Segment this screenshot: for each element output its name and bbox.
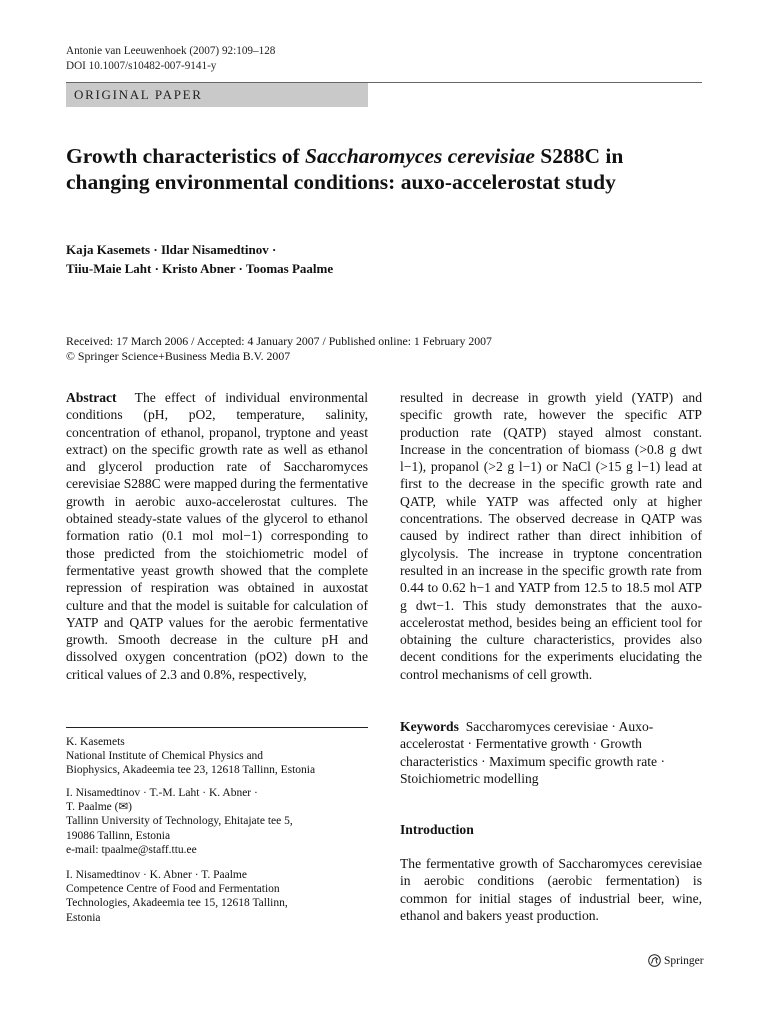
publisher-name: Springer — [664, 954, 704, 967]
email-link[interactable]: e-mail: tpaalme@staff.ttu.ee — [66, 843, 197, 856]
keywords-section — [400, 718, 702, 787]
keywords-text: Saccharomyces cerevisiae · Auxo-accelerostat · Fermentative growth · Growth characteristics · Maximum specific growth rate · Stoichiometric modelling — [400, 719, 665, 786]
affiliation-line: T. Paalme (✉) — [66, 801, 132, 814]
article-type-badge: ORIGINAL PAPER — [66, 83, 368, 107]
abstract-text-right: resulted in decrease in growth yield (YATP) and specific growth rate, however the specific ATP production rate (QATP) stayed almost constant. Increase in the concentration of biomass (>0.8 g dwt l−1), propanol (>2 g l−1) or NaCl (>15 g l−1) lead at first to the decrease in the specific growth rate and QATP, while YATP was affected only at higher concentrations. The observed decrease in QATP was caused by indirect rather than direct inhibition of glycolysis. The increase in tryptone concentration resulted in an increase in the specific growth rate from 0.44 to 0.62 h−1 and YATP from 12.5 to 18.5 mol ATP g dwt−1. This study demonstrates that the auxo-accelerostat method, besides being an efficient tool for obtaining the culture characteristics, provides also decent conditions for the experiments elucidating the control mechanisms of cell growth. — [400, 390, 702, 682]
journal-line: Antonie van Leeuwenhoek (2007) 92:109–128 — [66, 45, 276, 57]
affiliation-block-3 — [66, 868, 368, 925]
abstract-right-column — [400, 389, 702, 683]
publication-history — [66, 334, 492, 364]
footnote-separator — [66, 727, 368, 728]
springer-horse-icon — [648, 954, 661, 967]
article-title — [66, 143, 686, 195]
journal-citation — [66, 44, 275, 73]
affiliation-line: Competence Centre of Food and Fermentation — [66, 883, 280, 896]
introduction-text: The fermentative growth of Saccharomyces cerevisiae in aerobic conditions (aerobic fermentation) is common for initial stages of industrial beer, wine, ethanol and bakers yeast production. — [400, 856, 702, 923]
authors-line-2: Tiiu-Maie Laht · Kristo Abner · Toomas Paalme — [66, 261, 334, 276]
affiliation-line: I. Nisamedtinov · K. Abner · T. Paalme — [66, 869, 247, 881]
affiliation-line: Biophysics, Akadeemia tee 23, 12618 Tallinn, Estonia — [66, 764, 316, 777]
publisher-footer — [648, 954, 704, 967]
affiliation-line: National Institute of Chemical Physics and — [66, 750, 264, 763]
introduction-heading: Introduction — [400, 822, 474, 837]
affiliation-line: K. Kasemets — [66, 736, 125, 748]
affiliation-line: Technologies, Akadeemia tee 15, 12618 Tallinn, — [66, 897, 288, 910]
dates-line: Received: 17 March 2006 / Accepted: 4 January 2007 / Published online: 1 February 2007 — [66, 334, 492, 348]
keywords-label: Keywords — [400, 719, 459, 734]
title-part-1: Growth characteristics of — [66, 144, 306, 168]
affiliation-line: I. Nisamedtinov · T.-M. Laht · K. Abner · — [66, 787, 258, 799]
doi-line: DOI 10.1007/s10482-007-9141-y — [66, 59, 217, 72]
affiliation-line: Tallinn University of Technology, Ehitajate tee 5, — [66, 815, 293, 828]
abstract-paragraph-1 — [66, 389, 368, 683]
author-list — [66, 240, 333, 278]
affiliation-line: Estonia — [66, 911, 101, 924]
title-species: Saccharomyces cerevisiae — [305, 144, 535, 168]
title-part-2: S288C in changing environmental conditions: auxo-accelerostat study — [66, 144, 624, 194]
abstract-text-left: The effect of individual environmental conditions (pH, pO2, temperature, salinity, concentration of ethanol, propanol, tryptone and yeast extract) on the specific growth rate as well as ethanol and glycerol production rate of Saccharomyces cerevisiae S288C were mapped during the fermentative growth in aerobic auxo-accelerostat cultures. The obtained steady-state values of the glycerol to ethanol formation ratio (0.1 mol mol−1) corresponding to those predicted from the stoichiometric model of fermentative yeast growth showed that the complete repression of respiration was obtained in auxostat culture and that the model is suitable for calculation of YATP and QATP values for the aerobic fermentative growth. Smooth decrease in the culture pH and dissolved oxygen concentration (pO2) down to the critical values of 2.3 and 0.8%, respectively, — [66, 390, 368, 682]
affiliation-block-2 — [66, 786, 368, 857]
copyright-line: © Springer Science+Business Media B.V. 2007 — [66, 349, 291, 363]
article-type-banner — [66, 82, 702, 108]
affiliation-block-1 — [66, 735, 368, 778]
abstract-left-column — [66, 389, 368, 683]
affiliation-line: 19086 Tallinn, Estonia — [66, 829, 171, 842]
abstract-label: Abstract — [66, 390, 117, 405]
authors-line-1: Kaja Kasemets · Ildar Nisamedtinov · — [66, 242, 277, 257]
